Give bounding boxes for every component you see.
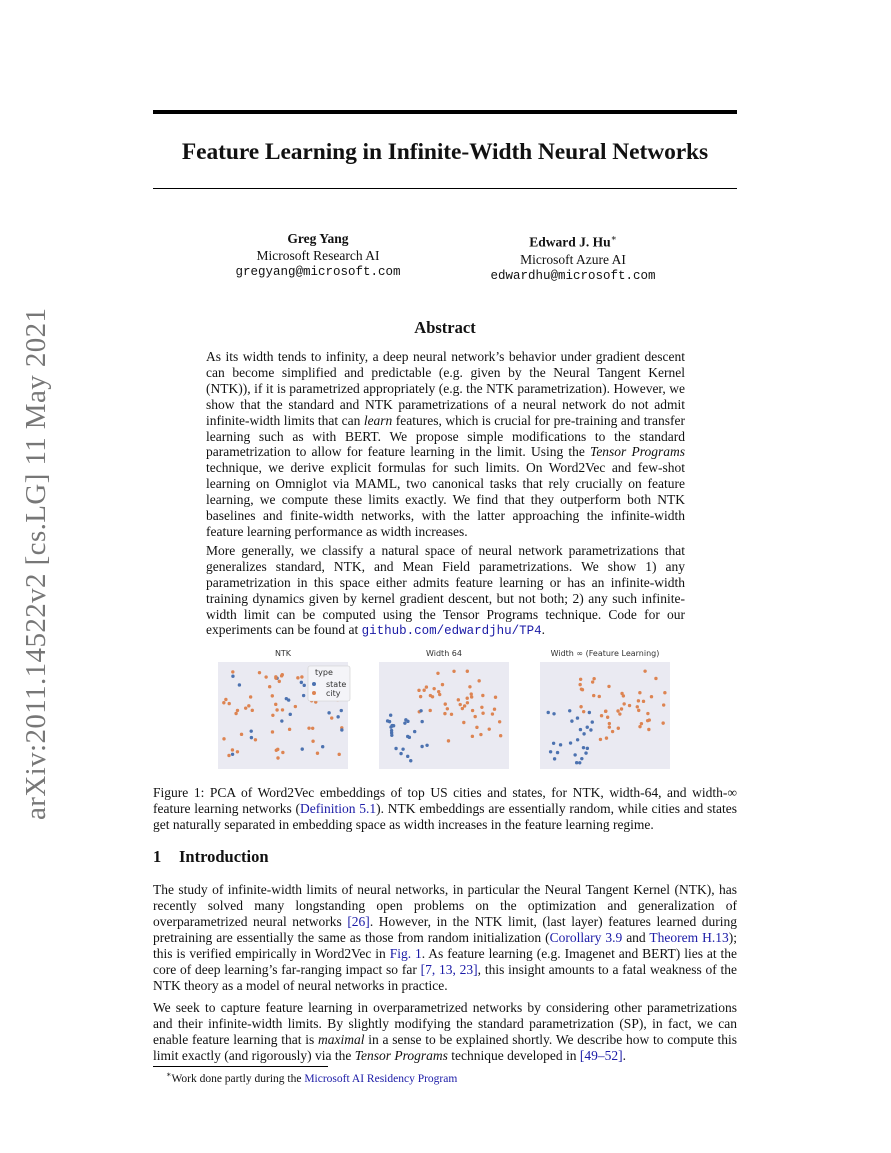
state-point — [420, 720, 423, 723]
state-point — [569, 741, 572, 744]
city-point — [457, 698, 460, 701]
city-point — [605, 736, 608, 739]
city-point — [493, 708, 496, 711]
city-point — [307, 726, 310, 729]
city-point — [450, 713, 453, 716]
city-point — [608, 725, 611, 728]
state-point — [582, 732, 585, 735]
city-point — [604, 709, 607, 712]
state-point — [552, 712, 555, 715]
city-point — [271, 694, 274, 697]
ref-link[interactable]: [26] — [347, 914, 370, 929]
city-point — [616, 709, 619, 712]
city-point — [258, 671, 261, 674]
city-point — [481, 712, 484, 715]
city-point — [471, 735, 474, 738]
city-point — [579, 705, 582, 708]
city-point — [443, 712, 446, 715]
city-point — [236, 709, 239, 712]
title-bottom-rule — [153, 188, 737, 189]
city-point — [244, 706, 247, 709]
city-point — [231, 748, 234, 751]
city-point — [580, 687, 583, 690]
author-name: Greg Yang — [287, 231, 349, 246]
city-point — [276, 756, 279, 759]
state-point — [403, 721, 406, 724]
city-point — [650, 695, 653, 698]
city-point — [638, 725, 641, 728]
title-top-rule — [153, 110, 737, 114]
plot-panel — [379, 662, 509, 769]
city-point — [459, 703, 462, 706]
state-point — [559, 743, 562, 746]
state-point — [231, 753, 234, 756]
city-point — [473, 715, 476, 718]
city-point — [425, 685, 428, 688]
state-point — [250, 736, 253, 739]
city-point — [468, 685, 471, 688]
city-point — [288, 728, 291, 731]
city-point — [300, 675, 303, 678]
city-point — [607, 685, 610, 688]
city-point — [591, 680, 594, 683]
city-point — [470, 692, 473, 695]
city-point — [479, 733, 482, 736]
state-point — [586, 726, 589, 729]
city-point — [275, 708, 278, 711]
city-point — [582, 710, 585, 713]
state-point — [303, 684, 306, 687]
state-point — [399, 752, 402, 755]
city-point — [311, 740, 314, 743]
city-point — [280, 674, 283, 677]
state-point — [390, 731, 393, 734]
state-point — [389, 713, 392, 716]
footnote-rule — [153, 1066, 328, 1067]
city-point — [494, 696, 497, 699]
author-affiliation: Microsoft Azure AI — [520, 251, 626, 267]
state-point — [406, 755, 409, 758]
city-point — [231, 670, 234, 673]
city-point — [294, 705, 297, 708]
city-point — [662, 703, 665, 706]
city-point — [296, 676, 299, 679]
state-point — [570, 719, 573, 722]
state-point — [556, 751, 559, 754]
city-point — [491, 712, 494, 715]
author-2 — [453, 230, 693, 285]
state-point — [552, 742, 555, 745]
state-point — [404, 718, 407, 721]
state-point — [340, 728, 343, 731]
panel-title: NTK — [274, 649, 292, 658]
city-point — [275, 749, 278, 752]
ref-link[interactable]: Theorem H.13 — [649, 930, 729, 945]
city-point — [240, 733, 243, 736]
city-point — [466, 670, 469, 673]
plot-panel — [540, 662, 670, 769]
section-heading: 1 Introduction — [153, 847, 269, 866]
abstract-body — [206, 349, 685, 640]
city-point — [608, 722, 611, 725]
city-point — [441, 683, 444, 686]
state-point — [327, 711, 330, 714]
panel-title: Width ∞ (Feature Learning) — [550, 649, 660, 658]
city-point — [281, 751, 284, 754]
state-point — [406, 735, 409, 738]
city-point — [316, 752, 319, 755]
city-point — [463, 704, 466, 707]
legend-marker — [312, 682, 316, 686]
legend-label: city — [326, 689, 341, 698]
city-point — [488, 727, 491, 730]
city-point — [251, 709, 254, 712]
city-point — [622, 694, 625, 697]
abstract-paragraph-2: More generally, we classify a natural space of neural network parametrizations that generalizes standard, NTK, and Mean Field parametrizations. We show 1) any parametrization in this space either admits feature learning or has an infinite-width training dynamics given by kernel gradient descent, but not both; 2) any such infinite-width limit can be computed using the Tensor Programs technique. Code for our experiments can be found at github.com/edwardjhu/TP4. — [206, 542, 685, 639]
city-point — [481, 694, 484, 697]
state-point — [588, 711, 591, 714]
city-point — [447, 739, 450, 742]
city-point — [227, 754, 230, 757]
state-point — [336, 715, 339, 718]
city-point — [643, 669, 646, 672]
state-point — [302, 694, 305, 697]
city-point — [471, 709, 474, 712]
state-point — [584, 751, 587, 754]
author-email: edwardhu@microsoft.com — [490, 268, 656, 283]
author-name: Edward J. Hu∗ — [529, 233, 617, 250]
state-point — [401, 747, 404, 750]
intro-paragraph-1: The study of infinite-width limits of neural networks, in particular the Neural Tangent Kernel (NTK), has recently solved many longstanding open problems on the optimization and generalization of overparametrized neural networks [26]. However, in the NTK limit, (last layer) features learned during pretraining are essentially the same as those from random initialization (Corollary 3.9 and Theorem H.13); this is verified empirically in Word2Vec in Fig. 1. As feature learning (e.g. Imagenet and BERT) lies at the core of deep learning’s far-ranging impact so far [7, 13, 23], this insight amounts to a fatal weakness of the NTK theory as a model of neural networks in practice. — [153, 882, 738, 993]
author-affiliation: Microsoft Research AI — [256, 248, 380, 263]
city-point — [599, 738, 602, 741]
state-point — [394, 747, 397, 750]
city-point — [647, 728, 650, 731]
author-email: gregyang@microsoft.com — [235, 265, 401, 279]
abstract-heading: Abstract — [414, 318, 476, 337]
state-point — [589, 728, 592, 731]
state-point — [409, 759, 412, 762]
city-point — [222, 701, 225, 704]
city-point — [311, 727, 314, 730]
city-point — [271, 730, 274, 733]
code-link[interactable]: github.com/edwardjhu/TP4 — [361, 624, 542, 639]
state-point — [300, 681, 303, 684]
city-point — [432, 687, 435, 690]
city-point — [429, 709, 432, 712]
author-footnote-mark: ∗ — [610, 233, 617, 243]
state-point — [582, 746, 585, 749]
state-point — [321, 745, 324, 748]
city-point — [224, 698, 227, 701]
city-point — [579, 678, 582, 681]
state-point — [420, 745, 423, 748]
city-point — [274, 703, 277, 706]
state-point — [575, 761, 578, 764]
state-point — [591, 720, 594, 723]
state-point — [250, 729, 253, 732]
state-point — [390, 724, 393, 727]
city-point — [663, 691, 666, 694]
city-point — [578, 683, 581, 686]
state-point — [413, 730, 416, 733]
city-point — [461, 707, 464, 710]
state-point — [289, 713, 292, 716]
footnote: ∗Work done partly during the Microsoft AI Residency Program — [166, 1070, 458, 1085]
state-point — [388, 720, 391, 723]
city-point — [452, 670, 455, 673]
city-point — [592, 694, 595, 697]
city-point — [642, 700, 645, 703]
city-point — [466, 701, 469, 704]
city-point — [628, 704, 631, 707]
ref-link[interactable]: [7, 13, 23] — [420, 962, 478, 977]
city-point — [274, 675, 277, 678]
city-point — [419, 695, 422, 698]
state-point — [580, 757, 583, 760]
city-point — [444, 702, 447, 705]
state-point — [301, 747, 304, 750]
legend-label: state — [326, 680, 347, 689]
city-point — [228, 702, 231, 705]
city-point — [661, 721, 664, 724]
author-1 — [198, 230, 438, 281]
legend-title: type — [315, 668, 333, 677]
city-point — [436, 672, 439, 675]
city-point — [264, 675, 267, 678]
ref-link[interactable]: Fig. 1 — [389, 946, 422, 961]
city-point — [640, 722, 643, 725]
city-point — [330, 716, 333, 719]
state-point — [549, 750, 552, 753]
city-point — [234, 712, 237, 715]
legend-marker — [312, 691, 316, 695]
city-point — [618, 712, 621, 715]
city-point — [620, 707, 623, 710]
city-point — [475, 726, 478, 729]
state-point — [579, 728, 582, 731]
state-point — [285, 697, 288, 700]
panel-title: Width 64 — [426, 649, 462, 658]
city-point — [592, 677, 595, 680]
city-point — [278, 680, 281, 683]
city-point — [499, 734, 502, 737]
footnote-link[interactable]: Microsoft AI Residency Program — [304, 1072, 458, 1085]
city-point — [417, 689, 420, 692]
ref-link[interactable]: Corollary 3.9 — [549, 930, 623, 945]
state-point — [425, 744, 428, 747]
city-point — [470, 695, 473, 698]
city-point — [249, 695, 252, 698]
city-point — [637, 699, 640, 702]
state-point — [553, 757, 556, 760]
state-point — [568, 709, 571, 712]
city-point — [622, 702, 625, 705]
city-point — [247, 704, 250, 707]
arxiv-stamp: arXiv:2011.14522v2 [cs.LG] 11 May 2021 — [20, 307, 52, 820]
city-point — [648, 718, 651, 721]
state-point — [419, 709, 422, 712]
city-point — [600, 714, 603, 717]
city-point — [462, 721, 465, 724]
city-point — [254, 738, 257, 741]
city-point — [271, 714, 274, 717]
state-point — [576, 716, 579, 719]
city-point — [654, 677, 657, 680]
abstract-paragraph-1: As its width tends to infinity, a deep neural network’s behavior under gradient descent can become simplified and predictable (e.g. given by the Neural Tangent Kernel (NTK)), if it is parametrized appropriately (e.g. the NTK parametrization). However, we show that the standard and NTK parametrizations of a neural network do not admit infinite-width limits that can learn features, which is crucial for pre-training and transfer learning such as with BERT. We propose simple modifications to the standard parametrization to allow for feature learning in the limit. Using the Tensor Programs technique, we derive explicit formulas for such limits. On Word2Vec and few-shot learning on Omniglot via MAML, two canonical tasks that rely crucially on feature learning, we compute these limits exactly. We find that they outperform both NTK baselines and finite-width networks, with the latter approaching the infinite-width feature learning performance as width increases. — [206, 349, 685, 539]
paper-title: Feature Learning in Infinite-Width Neural Networks — [181, 139, 709, 165]
state-point — [238, 683, 241, 686]
state-point — [586, 747, 589, 750]
city-point — [431, 695, 434, 698]
city-point — [646, 712, 649, 715]
state-point — [576, 738, 579, 741]
city-point — [617, 727, 620, 730]
city-point — [636, 705, 639, 708]
city-point — [281, 708, 284, 711]
city-point — [446, 707, 449, 710]
figure-caption: Figure 1: PCA of Word2Vec embeddings of top US cities and states, for NTK, width-64, and width-∞ feature learning networks (Definition 5.1). NTK embeddings are essentially random, while cities and states get naturally separated in embedding space as width increases in the feature learning regime. — [153, 785, 738, 832]
city-point — [466, 696, 469, 699]
city-point — [606, 716, 609, 719]
city-point — [498, 720, 501, 723]
state-point — [231, 675, 234, 678]
state-point — [547, 711, 550, 714]
state-point — [573, 753, 576, 756]
ref-link[interactable]: [49–52] — [579, 1048, 623, 1063]
intro-paragraph-2: We seek to capture feature learning in overparametrized networks by considering other parametrizations and their infinite-width limits. By slightly modifying the standard parametrization (SP), in fact, we can enable feature learning that is maximal in a sense to be explained shortly. We describe how to compute this limit exactly (and rigorously) via the Tensor Programs technique developed in [49–52]. — [153, 1000, 737, 1063]
city-point — [611, 730, 614, 733]
city-point — [236, 750, 239, 753]
city-point — [480, 706, 483, 709]
city-point — [268, 685, 271, 688]
state-point — [340, 709, 343, 712]
state-point — [280, 719, 283, 722]
city-point — [222, 737, 225, 740]
figure-1-plots — [216, 645, 676, 773]
state-point — [578, 761, 581, 764]
city-point — [637, 709, 640, 712]
city-point — [338, 753, 341, 756]
city-point — [598, 695, 601, 698]
caption-link-definition[interactable]: Definition 5.1 — [300, 801, 377, 816]
city-point — [422, 689, 425, 692]
city-point — [438, 693, 441, 696]
city-point — [477, 679, 480, 682]
city-point — [638, 691, 641, 694]
